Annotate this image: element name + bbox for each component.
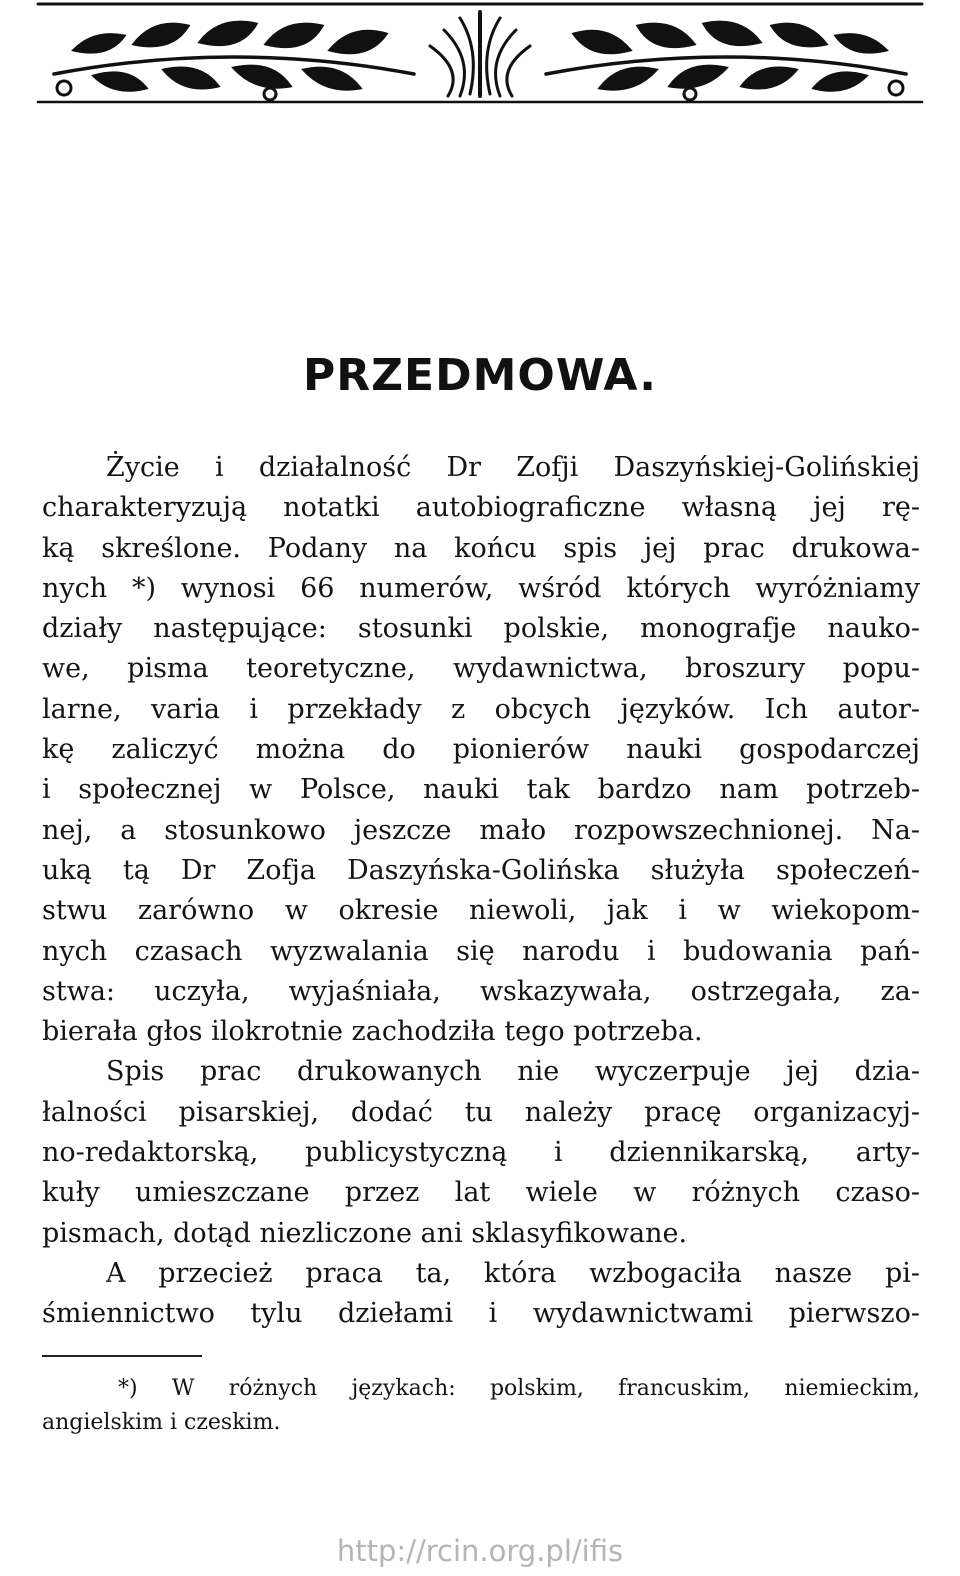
text-line: łalności pisarskiej, dodać tu należy pracę organizacyj-: [42, 1096, 920, 1128]
text-line: nej, a stosunkowo jeszcze mało rozpowszechnionej. Na-: [42, 814, 920, 846]
text-line: kuły umieszczane przez lat wiele w różnych czaso-: [42, 1177, 920, 1209]
text-line: larne, varia i przekłady z obcych języków. Ich autor-: [42, 693, 920, 725]
decorative-header-ornament: [34, 0, 926, 110]
text-line: kę zaliczyć można do pionierów nauki gospodarczej: [42, 734, 920, 766]
text-line: bierała głos ilokrotnie zachodziła tego potrzeba.: [42, 1016, 703, 1048]
text-line: no-redaktorską, publicystyczną i dziennikarską, arty-: [42, 1137, 920, 1169]
text-line: Życie i działalność Dr Zofji Daszyńskiej-Golińskiej: [106, 452, 920, 483]
text-line: działy następujące: stosunki polskie, monografje nauko-: [42, 613, 920, 645]
text-line: nych *) wynosi 66 numerów, wśród których wyróżniamy: [42, 572, 920, 604]
text-line: charakteryzują notatki autobiograficzne własną jej rę-: [42, 492, 920, 524]
text-line: ką skreślone. Podany na końcu spis jej prac drukowa-: [42, 532, 920, 564]
page-title: PRZEDMOWA.: [303, 350, 657, 401]
text-line: stwa: uczyła, wyjaśniała, wskazywała, ostrzegała, za-: [42, 975, 920, 1007]
text-line: stwu zarówno w okresie niewoli, jak i w wiekopom-: [42, 895, 920, 927]
footnote-line: angielskim i czeskim.: [42, 1410, 281, 1435]
text-line: pismach, dotąd niezliczone ani sklasyfikowane.: [42, 1217, 688, 1249]
text-line: i społecznej w Polsce, nauki tak bardzo nam potrzeb-: [42, 774, 920, 806]
preface-body: [42, 448, 920, 1335]
text-line: A przecież praca ta, która wzbogaciła nasze pi-: [106, 1257, 920, 1289]
text-line: uką tą Dr Zofja Daszyńska-Golińska służyła społeczeń-: [42, 854, 920, 886]
text-line: Spis prac drukowanych nie wyczerpuje jej dzia-: [106, 1056, 920, 1088]
footnote-line: *) W różnych językach: polskim, francuskim, niemieckim,: [118, 1376, 920, 1401]
footnote-divider: [42, 1355, 202, 1357]
text-line: śmiennictwo tylu dziełami i wydawnictwami pierwszo-: [42, 1298, 920, 1330]
text-line: we, pisma teoretyczne, wydawnictwa, broszury popu-: [42, 653, 920, 685]
text-line: nych czasach wyzwalania się narodu i budowania pań-: [42, 935, 920, 967]
source-url-watermark: http://rcin.org.pl/ifis: [336, 1534, 624, 1568]
footnote: [42, 1372, 920, 1440]
